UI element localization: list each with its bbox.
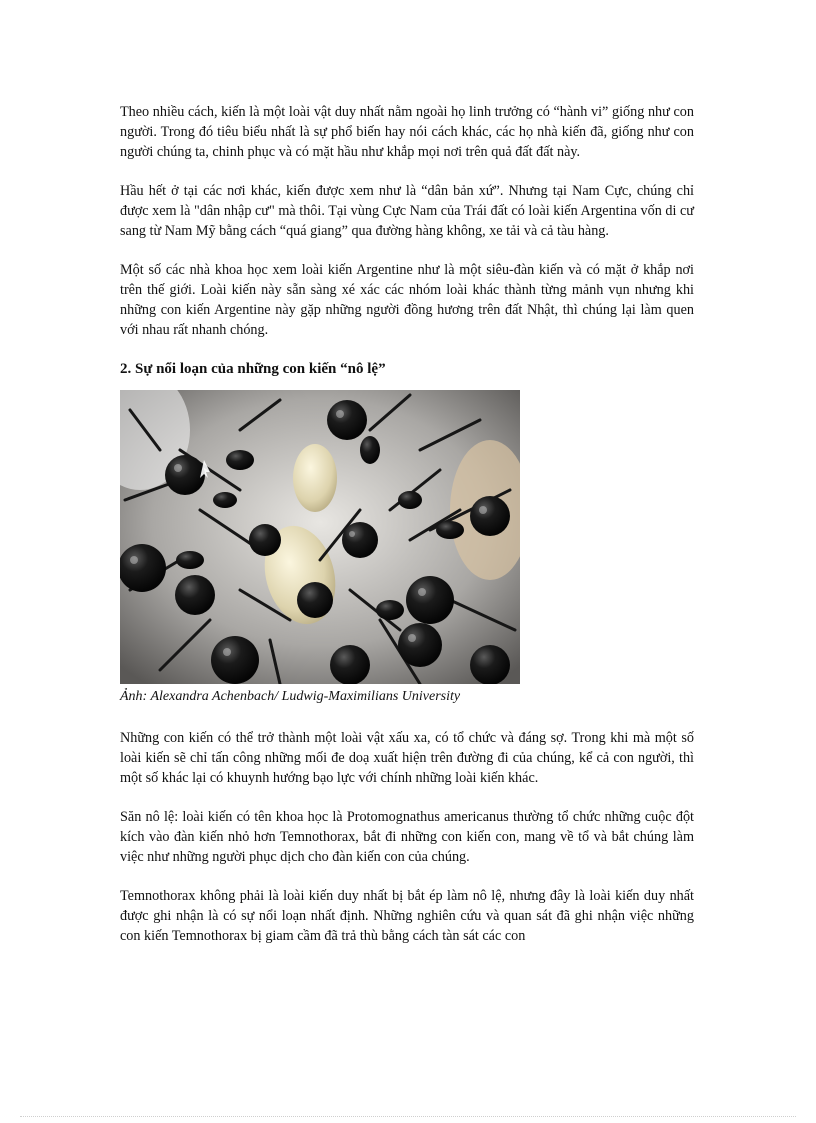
paragraph-1: Theo nhiều cách, kiến là một loài vật duy nhất nằm ngoài họ linh trưởng có “hành vi” giống như con người. Trong đó tiêu biểu nhất là sự phổ biến hay nói cách khác, các họ nhà kiến đã, giống như con người chúng ta, chinh phục và có mặt hầu như khắp mọi nơi trên quả đất đất này. xyxy=(120,104,694,160)
ant-photo xyxy=(120,390,520,684)
section-heading: 2. Sự nổi loạn của những con kiến “nô lệ” xyxy=(120,361,386,377)
paragraph-2: Hầu hết ở tại các nơi khác, kiến được xem như là “dân bản xứ”. Nhưng tại Nam Cực, chúng chỉ được xem là "dân nhập cư" mà thôi. Tại vùng Cực Nam của Trái đất có loài kiến Argentina vốn di cư sang từ Nam Mỹ bằng cách “quá giang” qua đường hàng không, xe tải và cả tàu hàng. xyxy=(120,183,694,239)
paragraph-5: Săn nô lệ: loài kiến có tên khoa học là Protomognathus americanus thường tổ chức những cuộc đột kích vào đàn kiến nhỏ hơn Temnothorax, bắt đi những con kiến con, mang về tổ và bắt chúng làm việc như những người phục dịch cho đàn kiến con của chúng. xyxy=(120,809,694,865)
paragraph-6: Temnothorax không phải là loài kiến duy nhất bị bắt ép làm nô lệ, nhưng đây là loài kiến duy nhất được ghi nhận là có sự nổi loạn nhất định. Những nghiên cứu và quan sát đã ghi nhận việc những con kiến Temnothorax bị giam cầm đã trả thù bằng cách tàn sát các con xyxy=(120,888,694,944)
paragraph-3: Một số các nhà khoa học xem loài kiến Argentine như là một siêu-đàn kiến và có mặt ở khắp nơi trên thế giới. Loài kiến này sẵn sàng xé xác các nhóm loài khác thành từng mảnh vụn nhưng khi những con kiến Argentine này gặp những người đồng hương trên đất Nhật, thì chúng lại làm quen với nhau rất nhanh chóng. xyxy=(120,262,694,338)
image-caption: Ảnh: Alexandra Achenbach/ Ludwig-Maximilians University xyxy=(120,689,461,704)
paragraph-4: Những con kiến có thể trở thành một loài vật xấu xa, có tổ chức và đáng sợ. Trong khi mà một số loài kiến sẽ chỉ tấn công những mối đe doạ xuất hiện trên đường đi của chúng, kể cả con người, thì một số khác lại có khuynh hướng bạo lực với chính những loài kiến khác. xyxy=(120,730,694,786)
page-bottom-border xyxy=(20,1116,796,1117)
article-body xyxy=(120,102,694,965)
